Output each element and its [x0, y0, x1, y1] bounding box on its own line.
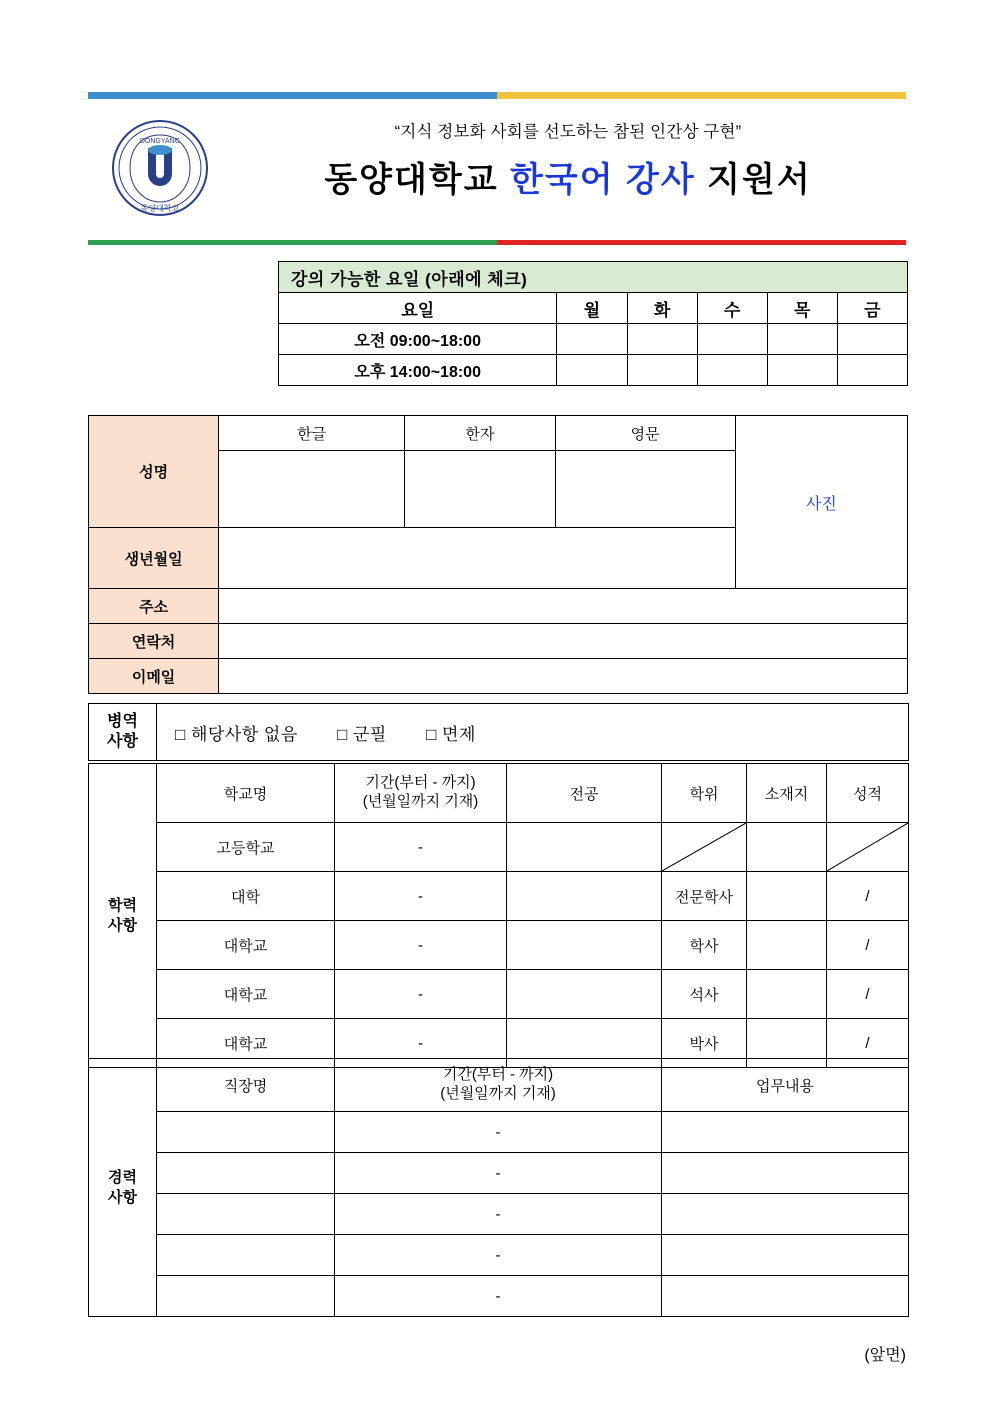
education-label	[89, 764, 157, 1068]
table-row	[89, 416, 908, 451]
career-row-company-0[interactable]	[157, 1112, 335, 1153]
header-bottom-color-bar	[88, 240, 906, 245]
page-footer-note: (앞면)	[864, 1347, 906, 1364]
military-label-line1: 병역	[107, 713, 138, 730]
career-label	[89, 1059, 157, 1317]
education-header-degree: 학위	[662, 764, 747, 823]
education-row-location-3[interactable]	[747, 970, 827, 1019]
career-row-company-4[interactable]	[157, 1276, 335, 1317]
education-row-school-3: 대학교	[157, 970, 335, 1019]
education-row-school-2: 대학교	[157, 921, 335, 970]
table-row	[279, 355, 908, 386]
career-row-duty-0[interactable]	[662, 1112, 909, 1153]
career-header-period	[335, 1059, 662, 1112]
page-title	[238, 152, 898, 201]
education-header-location: 소재지	[747, 764, 827, 823]
career-header-company: 직장명	[157, 1059, 335, 1112]
checkbox-afternoon-mon[interactable]	[557, 355, 627, 386]
military-option-exempt[interactable]: □ 면제	[426, 724, 476, 744]
table-row	[89, 764, 909, 823]
education-row-grade-1[interactable]: /	[827, 872, 909, 921]
day-header-tue: 화	[627, 293, 697, 324]
career-row-period-4[interactable]: -	[335, 1276, 662, 1317]
checkbox-morning-tue[interactable]	[627, 324, 697, 355]
table-row	[89, 872, 909, 921]
career-row-duty-4[interactable]	[662, 1276, 909, 1317]
slogan-text: “지식 정보화 사회를 선도하는 참된 인간상 구현”	[394, 123, 742, 141]
career-row-duty-1[interactable]	[662, 1153, 909, 1194]
checkbox-morning-mon[interactable]	[557, 324, 627, 355]
career-row-duty-3[interactable]	[662, 1235, 909, 1276]
title-highlight: 한국어 강사	[510, 161, 696, 199]
table-row	[89, 589, 908, 624]
table-row	[89, 704, 909, 761]
document-header	[88, 104, 906, 236]
address-label: 주소	[89, 589, 219, 624]
table-row	[279, 293, 908, 324]
name-hanja-header: 한자	[405, 416, 555, 451]
military-options	[157, 704, 909, 761]
email-field[interactable]	[219, 659, 908, 694]
career-header-period-line1: 기간(부터 - 까지)	[442, 1066, 554, 1084]
education-label-line1: 학력	[108, 897, 137, 914]
education-row-major-1[interactable]	[507, 872, 662, 921]
title-prefix: 동양대학교	[324, 161, 499, 199]
name-hanja-field[interactable]	[405, 451, 555, 528]
career-row-company-1[interactable]	[157, 1153, 335, 1194]
education-row-degree-0	[662, 823, 747, 872]
color-bar-gold-segment	[497, 92, 906, 99]
education-row-period-0[interactable]: -	[335, 823, 507, 872]
table-row	[89, 1059, 909, 1112]
military-option-completed[interactable]: □ 군필	[336, 724, 387, 744]
career-label-line2: 사항	[108, 1188, 137, 1206]
color-bar-blue-segment	[88, 92, 497, 99]
career-label-line1: 경력	[108, 1169, 137, 1186]
education-row-location-2[interactable]	[747, 921, 827, 970]
education-row-major-3[interactable]	[507, 970, 662, 1019]
header-top-color-bar	[88, 92, 906, 99]
morning-slot-label: 오전 09:00~18:00	[279, 324, 557, 355]
education-row-period-3[interactable]: -	[335, 970, 507, 1019]
education-header-grade: 성적	[827, 764, 909, 823]
checkbox-afternoon-wed[interactable]	[697, 355, 767, 386]
university-logo	[100, 116, 220, 220]
education-header-period-line2: (년월일까지 기재)	[362, 793, 479, 810]
education-row-grade-2[interactable]: /	[827, 921, 909, 970]
table-row	[89, 1153, 909, 1194]
email-label: 이메일	[89, 659, 219, 694]
header-text-block	[238, 118, 898, 201]
career-row-period-3[interactable]: -	[335, 1235, 662, 1276]
education-row-period-2[interactable]: -	[335, 921, 507, 970]
afternoon-slot-label: 오후 14:00~18:00	[279, 355, 557, 386]
birth-label: 생년월일	[89, 528, 219, 589]
education-label-line2: 사항	[108, 916, 137, 934]
table-row	[89, 659, 908, 694]
photo-placeholder[interactable]: 사진	[735, 416, 907, 589]
contact-label: 연락처	[89, 624, 219, 659]
education-row-location-1[interactable]	[747, 872, 827, 921]
contact-field[interactable]	[219, 624, 908, 659]
table-row	[279, 262, 908, 293]
military-option-none[interactable]: □ 해당사항 없음	[175, 724, 298, 744]
svg-text:DONGYANG: DONGYANG	[139, 138, 181, 145]
career-row-period-0[interactable]: -	[335, 1112, 662, 1153]
education-header-major: 전공	[507, 764, 662, 823]
checkbox-afternoon-tue[interactable]	[627, 355, 697, 386]
schedule-row-label: 요일	[279, 293, 557, 324]
education-row-grade-3[interactable]: /	[827, 970, 909, 1019]
checkbox-afternoon-thu[interactable]	[767, 355, 837, 386]
education-header-period	[335, 764, 507, 823]
table-row	[279, 324, 908, 355]
education-row-location-0[interactable]	[747, 823, 827, 872]
career-row-period-1[interactable]: -	[335, 1153, 662, 1194]
military-label-line2: 사항	[107, 733, 138, 750]
available-days-table	[278, 261, 908, 386]
table-row	[89, 1276, 909, 1317]
personal-info-table	[88, 415, 908, 694]
day-header-wed: 수	[697, 293, 767, 324]
table-row	[89, 921, 909, 970]
checkbox-morning-fri[interactable]	[837, 324, 907, 355]
name-english-header: 영문	[555, 416, 735, 451]
schedule-heading: 강의 가능한 요일 (아래에 체크)	[279, 262, 908, 293]
education-header-school: 학교명	[157, 764, 335, 823]
day-header-thu: 목	[767, 293, 837, 324]
career-row-duty-2[interactable]	[662, 1194, 909, 1235]
checkbox-morning-thu[interactable]	[767, 324, 837, 355]
career-header-period-line2: (년월일까지 기재)	[440, 1085, 556, 1102]
address-field[interactable]	[219, 589, 908, 624]
career-table	[88, 1058, 909, 1317]
checkbox-afternoon-fri[interactable]	[837, 355, 907, 386]
education-row-school-0: 고등학교	[157, 823, 335, 872]
table-row	[89, 970, 909, 1019]
education-row-degree-1: 전문학사	[662, 872, 747, 921]
birth-field[interactable]	[219, 528, 736, 589]
checkbox-morning-wed[interactable]	[697, 324, 767, 355]
education-header-period-line1: 기간(부터 - 까지)	[365, 774, 476, 792]
education-row-major-2[interactable]	[507, 921, 662, 970]
education-row-period-1[interactable]: -	[335, 872, 507, 921]
name-label: 성명	[89, 416, 219, 528]
table-row	[89, 1235, 909, 1276]
education-row-school-1: 대학	[157, 872, 335, 921]
day-header-mon: 월	[557, 293, 627, 324]
education-row-major-0[interactable]	[507, 823, 662, 872]
education-row-period-4[interactable]: -	[335, 1019, 507, 1068]
name-hangul-header: 한글	[219, 416, 405, 451]
color-bar-green-segment	[88, 240, 497, 245]
svg-text:동양대학교: 동양대학교	[140, 204, 180, 213]
education-row-grade-0	[827, 823, 909, 872]
name-hangul-field[interactable]	[219, 451, 405, 528]
career-row-company-2[interactable]	[157, 1194, 335, 1235]
education-row-grade-4[interactable]: /	[827, 1019, 909, 1068]
military-label	[89, 704, 157, 761]
table-row	[89, 823, 909, 872]
career-header-duty: 업무내용	[662, 1059, 909, 1112]
education-row-degree-4: 박사	[662, 1019, 747, 1068]
career-row-company-3[interactable]	[157, 1235, 335, 1276]
career-row-period-2[interactable]: -	[335, 1194, 662, 1235]
table-row	[89, 1112, 909, 1153]
education-row-degree-3: 석사	[662, 970, 747, 1019]
title-suffix: 지원서	[707, 161, 812, 199]
military-service-table	[88, 703, 909, 761]
name-english-field[interactable]	[555, 451, 735, 528]
color-bar-red-segment	[497, 240, 906, 245]
education-row-school-4: 대학교	[157, 1019, 335, 1068]
education-table	[88, 763, 909, 1068]
table-row	[89, 624, 908, 659]
day-header-fri: 금	[837, 293, 907, 324]
education-row-degree-2: 학사	[662, 921, 747, 970]
table-row	[89, 1194, 909, 1235]
